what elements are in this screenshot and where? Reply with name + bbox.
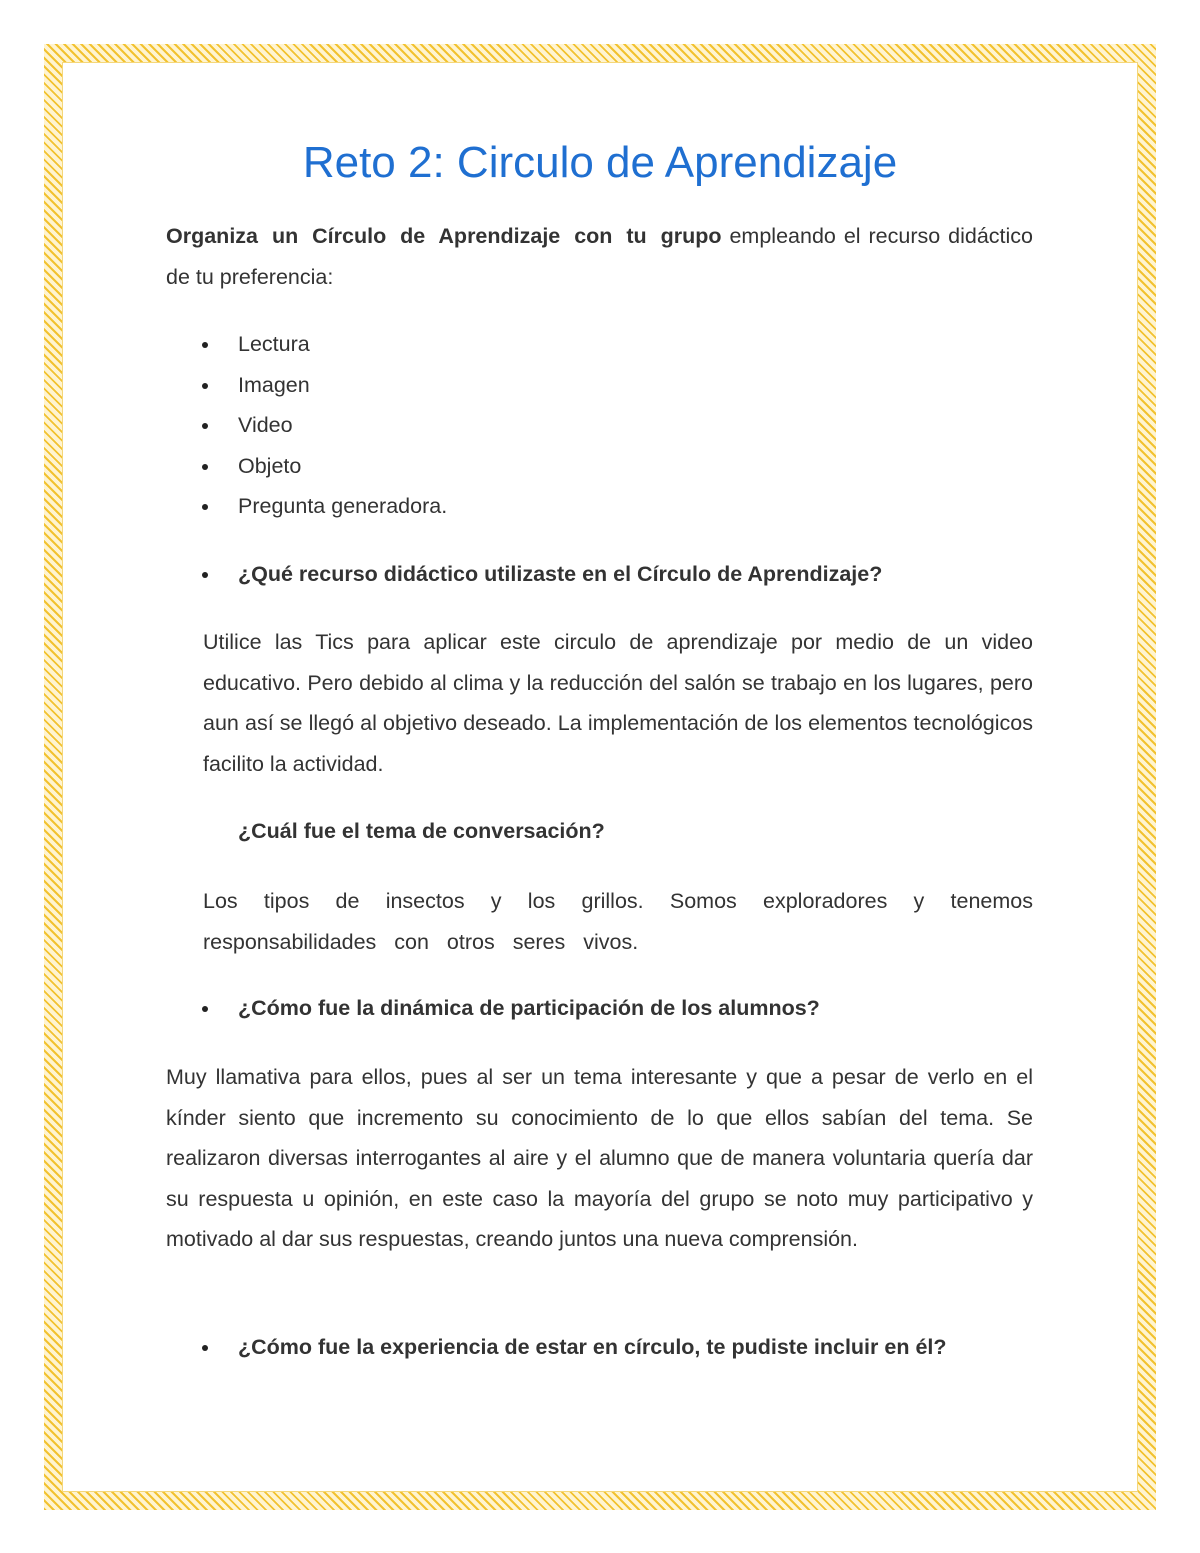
bullet-icon — [202, 572, 208, 578]
question-4 — [198, 1327, 947, 1368]
list-item — [198, 446, 447, 487]
resource-list — [198, 324, 447, 527]
intro-lead: Organiza un Círculo de Aprendizaje con tu grupo — [166, 224, 722, 248]
question-2: ¿Cuál fue el tema de conversación? — [238, 819, 605, 843]
bullet-icon — [202, 423, 208, 429]
list-item — [198, 405, 447, 446]
list-item-label: Lectura — [238, 332, 310, 356]
intro-paragraph — [166, 216, 1033, 297]
question-1-text: ¿Qué recurso didáctico utilizaste en el Círculo de Aprendizaje? — [238, 562, 883, 586]
list-item-label: Video — [238, 413, 293, 438]
question-1 — [198, 554, 882, 595]
answer-2: Los tipos de insectos y los grillos. Somos exploradores y tenemos responsabilidades con otros seres vivos. — [203, 889, 1033, 954]
bullet-icon — [202, 504, 208, 510]
bullet-icon — [202, 342, 208, 348]
answer-3: Muy llamativa para ellos, pues al ser un tema interesante y que a pesar de verlo en el kínder siento que incremento su conocimiento de lo que ellos sabían del tema. Se realizaron diversas interrogantes al aire y el alumno que de manera voluntaria quería dar su respuesta u opinión, en este caso la mayoría del grupo se noto muy participativo y motivado al dar sus respuestas, creando juntos una nueva comprensión. — [166, 1065, 1033, 1252]
list-item-label: Objeto — [238, 453, 302, 478]
document-title: Reto 2: Circulo de Aprendizaje — [302, 138, 898, 187]
list-item — [198, 324, 447, 365]
question-4-text: ¿Cómo fue la experiencia de estar en círculo, te pudiste incluir en él? — [238, 1335, 947, 1359]
bullet-icon — [202, 1006, 208, 1012]
question-3-text: ¿Cómo fue la dinámica de participación de los alumnos? — [238, 996, 820, 1020]
answer-1: Utilice las Tics para aplicar este circulo de aprendizaje por medio de un video educativo. Pero debido al clima y la reducción del salón se trabajo en los lugares, pero aun así se llegó al objetivo deseado. La implementación de los elementos tecnológicos facilito la actividad. — [203, 630, 1033, 776]
list-item-label: Pregunta generadora. — [238, 494, 448, 519]
list-item-label: Imagen — [238, 372, 310, 397]
question-3 — [198, 988, 820, 1029]
bullet-icon — [202, 1345, 208, 1351]
intro-rest: empleando el recurso didáctico de tu preferencia: — [166, 224, 1033, 289]
bullet-icon — [202, 383, 208, 389]
bullet-icon — [202, 464, 208, 470]
list-item — [198, 365, 447, 406]
list-item — [198, 486, 447, 527]
